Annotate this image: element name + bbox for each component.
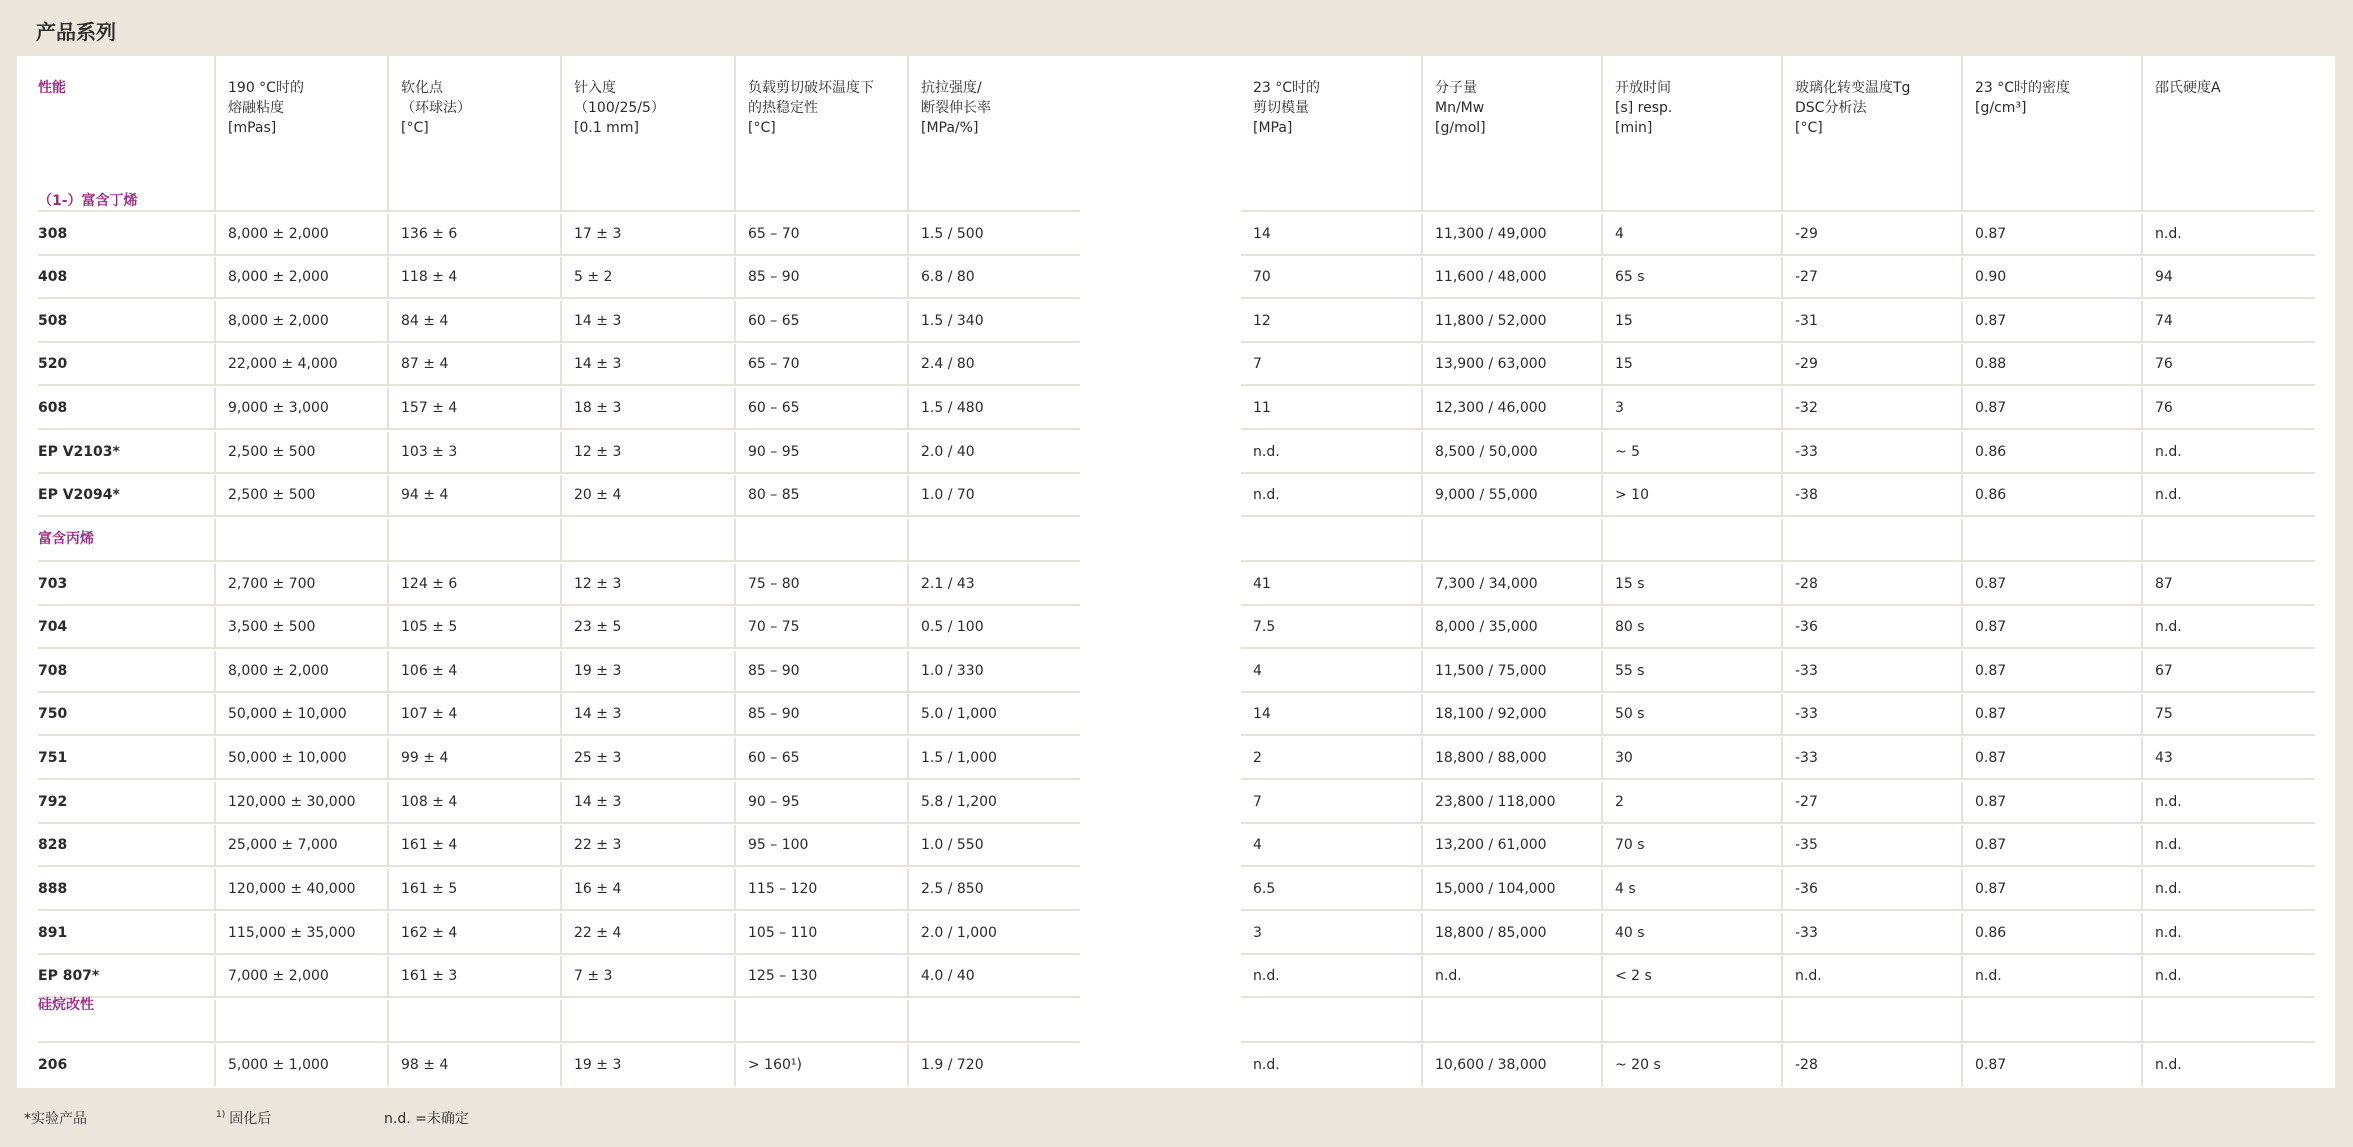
table-cell: 55 s: [1601, 651, 1781, 693]
table-cell: 3,500 ± 500: [214, 607, 387, 649]
table-cell: n.d.: [2141, 475, 2315, 517]
table-cell: 106 ± 4: [387, 651, 560, 693]
table-cell: 6.5: [1241, 869, 1421, 911]
table-cell: 105 ± 5: [387, 607, 560, 649]
table-cell: 7: [1241, 344, 1421, 386]
table-cell: 4: [1601, 214, 1781, 256]
table-cell: 13,900 / 63,000: [1421, 344, 1601, 386]
section-spacer: [560, 1000, 734, 1043]
table-cell: 18,800 / 85,000: [1421, 913, 1601, 955]
column-header: 软化点 （环球法） [°C]: [387, 56, 560, 212]
table-cell: 70 – 75: [734, 607, 907, 649]
section-spacer: [1241, 1000, 1421, 1043]
table-cell: 0.86: [1961, 432, 2141, 474]
table-cell: 70 s: [1601, 825, 1781, 867]
table-cell: 1.0 / 330: [907, 651, 1080, 693]
table-cell: 5.8 / 1,200: [907, 782, 1080, 824]
table-cell: 16 ± 4: [560, 869, 734, 911]
table-cell: 8,500 / 50,000: [1421, 432, 1601, 474]
column-header: 开放时间 [s] resp. [min]: [1601, 56, 1781, 212]
table-cell: 65 – 70: [734, 214, 907, 256]
table-cell: 157 ± 4: [387, 388, 560, 430]
section-spacer: [1241, 519, 1421, 562]
table-cell: 14 ± 3: [560, 301, 734, 343]
table-cell: n.d.: [1253, 1057, 1280, 1074]
table-cell: 1.5 / 340: [907, 301, 1080, 343]
table-cell: 18 ± 3: [560, 388, 734, 430]
footnote-nd: n.d. =未确定: [384, 1111, 469, 1127]
table-cell: n.d.: [2141, 913, 2315, 955]
table-cell: -35: [1781, 825, 1961, 867]
product-name: 792: [38, 782, 214, 824]
table-cell: 9,000 / 55,000: [1421, 475, 1601, 517]
table-cell: 65 – 70: [734, 344, 907, 386]
table-cell: 90 – 95: [734, 782, 907, 824]
table-cell: 22,000 ± 4,000: [214, 344, 387, 386]
table-cell: n.d.: [2141, 825, 2315, 867]
table-cell: 14 ± 3: [560, 782, 734, 824]
product-name: EP V2103*: [38, 432, 214, 474]
table-cell: 4: [1241, 651, 1421, 693]
table-cell: 18,100 / 92,000: [1421, 694, 1601, 736]
table-cell: n.d.: [2141, 1044, 2315, 1086]
product-name: EP V2094*: [38, 475, 214, 517]
footnote-mark: 1): [216, 1110, 226, 1121]
table-cell: 161 ± 3: [387, 956, 560, 998]
section-spacer: [1961, 1000, 2141, 1043]
table-cell: 87: [2141, 564, 2315, 606]
table-cell: 22 ± 3: [560, 825, 734, 867]
table-cell: -27: [1781, 782, 1961, 824]
table-cell: n.d.: [1421, 956, 1601, 998]
table-cell: 5.0 / 1,000: [907, 694, 1080, 736]
table-cell: 0.87: [1961, 607, 2141, 649]
table-cell: 65 s: [1601, 257, 1781, 299]
table-left-half: [38, 56, 1096, 1088]
table-cell: 1.5 / 480: [907, 388, 1080, 430]
table-cell: -36: [1781, 607, 1961, 649]
footnote-cured: [216, 1108, 271, 1128]
table-cell: 14 ± 3: [560, 694, 734, 736]
table-cell: 8,000 / 35,000: [1421, 607, 1601, 649]
table-cell: 1.5 / 500: [907, 214, 1080, 256]
table-cell: 105 – 110: [734, 913, 907, 955]
table-cell: 11,500 / 75,000: [1421, 651, 1601, 693]
table-cell: 23 ± 5: [560, 607, 734, 649]
section-spacer: [734, 1000, 907, 1043]
table-cell: 115,000 ± 35,000: [214, 913, 387, 955]
table-cell: 5,000 ± 1,000: [214, 1044, 387, 1086]
section-spacer: [387, 1000, 560, 1043]
section-label-butene: （1-）富含丁烯: [38, 193, 138, 209]
table-cell: > 160¹): [734, 1044, 907, 1086]
table-cell: n.d.: [2141, 782, 2315, 824]
column-header: 性能: [38, 56, 214, 212]
table-cell: -33: [1781, 694, 1961, 736]
column-header: 23 °C时的 剪切模量 [MPa]: [1241, 56, 1421, 212]
page-title: 产品系列: [36, 20, 116, 44]
table-cell: 0.87: [1961, 1044, 2141, 1086]
section-spacer: [734, 519, 907, 562]
table-cell: 103 ± 3: [387, 432, 560, 474]
table-cell: 161 ± 5: [387, 869, 560, 911]
column-header: 邵氏硬度A: [2141, 56, 2315, 212]
table-cell: 2,500 ± 500: [214, 432, 387, 474]
table-cell: 12,300 / 46,000: [1421, 388, 1601, 430]
table-cell: 5 ± 2: [560, 257, 734, 299]
table-cell: 15: [1601, 301, 1781, 343]
footnote-cured-text: 固化后: [229, 1111, 272, 1127]
table-cell: < 2 s: [1601, 956, 1781, 998]
table-cell: 30: [1601, 738, 1781, 780]
table-cell: 60 – 65: [734, 301, 907, 343]
product-name: 206: [38, 1057, 68, 1074]
table-cell: 60 – 65: [734, 388, 907, 430]
section-spacer: [1961, 519, 2141, 562]
table-cell: 2,700 ± 700: [214, 564, 387, 606]
table-cell: 4.0 / 40: [907, 956, 1080, 998]
table-cell: 18,800 / 88,000: [1421, 738, 1601, 780]
table-cell: 2,500 ± 500: [214, 475, 387, 517]
table-cell: 84 ± 4: [387, 301, 560, 343]
table-cell: 11,300 / 49,000: [1421, 214, 1601, 256]
section-spacer: [560, 519, 734, 562]
table-cell: -29: [1781, 344, 1961, 386]
table-cell: n.d.: [2141, 432, 2315, 474]
table-cell: 3: [1601, 388, 1781, 430]
section-spacer: [1781, 1000, 1961, 1043]
table-cell: 87 ± 4: [387, 344, 560, 386]
section-spacer: [1601, 519, 1781, 562]
table-cell: 0.90: [1961, 257, 2141, 299]
table-cell: -33: [1781, 913, 1961, 955]
table-cell: 23,800 / 118,000: [1421, 782, 1601, 824]
section-spacer: [907, 519, 1080, 562]
table-cell: 0.87: [1961, 694, 2141, 736]
table-cell: 2.1 / 43: [907, 564, 1080, 606]
table-cell: n.d.: [1781, 956, 1961, 998]
column-header: 针入度 （100/25/5） [0.1 mm]: [560, 56, 734, 212]
product-name: 751: [38, 738, 214, 780]
table-cell: 85 – 90: [734, 651, 907, 693]
table-cell: 11,600 / 48,000: [1421, 257, 1601, 299]
table-cell: 94: [2141, 257, 2315, 299]
table-cell: 17 ± 3: [560, 214, 734, 256]
table-cell: 2.5 / 850: [907, 869, 1080, 911]
table-cell: 120,000 ± 30,000: [214, 782, 387, 824]
section-spacer: [214, 519, 387, 562]
table-cell: 80 – 85: [734, 475, 907, 517]
table-cell: 7 ± 3: [560, 956, 734, 998]
table-cell: 75 – 80: [734, 564, 907, 606]
product-name: 608: [38, 388, 214, 430]
section-spacer: [2141, 1000, 2315, 1043]
table-cell: 85 – 90: [734, 694, 907, 736]
table-cell: 7: [1241, 782, 1421, 824]
table-cell: 9,000 ± 3,000: [214, 388, 387, 430]
table-cell: -33: [1781, 738, 1961, 780]
section-spacer: [2141, 519, 2315, 562]
table-cell: 8,000 ± 2,000: [214, 301, 387, 343]
table-cell: ~ 5: [1601, 432, 1781, 474]
table-cell: 0.87: [1961, 825, 2141, 867]
table-cell: 0.87: [1961, 564, 2141, 606]
table-cell: n.d.: [1961, 956, 2141, 998]
section-spacer: [214, 1000, 387, 1043]
product-name: 828: [38, 825, 214, 867]
table-cell: 94 ± 4: [387, 475, 560, 517]
footnote-experimental: *实验产品: [24, 1111, 87, 1127]
table-cell: 41: [1241, 564, 1421, 606]
table-cell: 13,200 / 61,000: [1421, 825, 1601, 867]
table-cell: 10,600 / 38,000: [1421, 1044, 1601, 1086]
table-cell: -27: [1781, 257, 1961, 299]
table-cell: n.d.: [1241, 432, 1421, 474]
table-cell: 7,300 / 34,000: [1421, 564, 1601, 606]
table-cell: 162 ± 4: [387, 913, 560, 955]
table-cell: 1.5 / 1,000: [907, 738, 1080, 780]
table-cell: 15,000 / 104,000: [1421, 869, 1601, 911]
product-name: 508: [38, 301, 214, 343]
table-cell: 76: [2141, 388, 2315, 430]
table-cell: 80 s: [1601, 607, 1781, 649]
table-cell: 0.87: [1961, 869, 2141, 911]
column-header: 190 °C时的 熔融粘度 [mPas]: [214, 56, 387, 212]
table-cell: -29: [1781, 214, 1961, 256]
table-cell: 1.0 / 70: [907, 475, 1080, 517]
product-name: 750: [38, 694, 214, 736]
column-header: 23 °C时的密度 [g/cm³]: [1961, 56, 2141, 212]
table-cell: 0.87: [1961, 388, 2141, 430]
table-cell: n.d.: [1241, 956, 1421, 998]
table-cell: 7,000 ± 2,000: [214, 956, 387, 998]
product-name: EP 807*: [38, 956, 214, 998]
section-spacer: [1421, 1000, 1601, 1043]
table-cell: 0.88: [1961, 344, 2141, 386]
table-cell: 70: [1241, 257, 1421, 299]
column-header: 抗拉强度/ 断裂伸长率 [MPa/%]: [907, 56, 1080, 212]
table-cell: 0.86: [1961, 475, 2141, 517]
table-cell: 25,000 ± 7,000: [214, 825, 387, 867]
table-cell: 50,000 ± 10,000: [214, 738, 387, 780]
table-cell: 3: [1241, 913, 1421, 955]
table-cell: 22 ± 4: [560, 913, 734, 955]
table-cell: 75: [2141, 694, 2315, 736]
product-name: 888: [38, 869, 214, 911]
table-cell: 4: [1241, 825, 1421, 867]
table-cell: 8,000 ± 2,000: [214, 651, 387, 693]
table-cell: 0.5 / 100: [907, 607, 1080, 649]
table-cell: -31: [1781, 301, 1961, 343]
table-cell: 12 ± 3: [560, 432, 734, 474]
table-cell: 107 ± 4: [387, 694, 560, 736]
section-spacer: [1781, 519, 1961, 562]
table-cell: 8,000 ± 2,000: [214, 257, 387, 299]
table-cell: 0.86: [1961, 913, 2141, 955]
table-cell: 85 – 90: [734, 257, 907, 299]
table-cell: 25 ± 3: [560, 738, 734, 780]
table-cell: 76: [2141, 344, 2315, 386]
table-cell: 124 ± 6: [387, 564, 560, 606]
section-label-silane: 硅烷改性: [38, 997, 94, 1013]
column-header: 分子量 Mn/Mw [g/mol]: [1421, 56, 1601, 212]
table-cell: -28: [1781, 564, 1961, 606]
table-cell: 15 s: [1601, 564, 1781, 606]
table-cell: -33: [1781, 651, 1961, 693]
table-cell: 50 s: [1601, 694, 1781, 736]
table-cell: 19 ± 3: [560, 651, 734, 693]
table-cell: -32: [1781, 388, 1961, 430]
section-spacer: [907, 1000, 1080, 1043]
section-spacer: [1601, 1000, 1781, 1043]
product-name: 891: [38, 913, 214, 955]
table-cell: -28: [1781, 1044, 1961, 1086]
table-cell: 0.87: [1961, 214, 2141, 256]
section-label-propene: 富含丙烯: [38, 531, 94, 547]
table-cell: 7.5: [1241, 607, 1421, 649]
table-cell: 1.9 / 720: [907, 1044, 1080, 1086]
table-cell: 136 ± 6: [387, 214, 560, 256]
table-cell: 99 ± 4: [387, 738, 560, 780]
table-cell: 67: [2141, 651, 2315, 693]
table-cell: 43: [2141, 738, 2315, 780]
table-cell: 40 s: [1601, 913, 1781, 955]
table-cell: 125 – 130: [734, 956, 907, 998]
table-cell: 4 s: [1601, 869, 1781, 911]
table-cell: 118 ± 4: [387, 257, 560, 299]
table-cell: > 10: [1601, 475, 1781, 517]
table-cell: 161 ± 4: [387, 825, 560, 867]
product-name: 703: [38, 564, 214, 606]
table-cell: 2: [1601, 782, 1781, 824]
table-cell: 2.0 / 40: [907, 432, 1080, 474]
table-cell: 6.8 / 80: [907, 257, 1080, 299]
product-name: 708: [38, 651, 214, 693]
table-cell: 90 – 95: [734, 432, 907, 474]
table-cell: 14 ± 3: [560, 344, 734, 386]
table-cell: 120,000 ± 40,000: [214, 869, 387, 911]
table-cell: n.d.: [2141, 214, 2315, 256]
column-header: 玻璃化转变温度Tg DSC分析法 [°C]: [1781, 56, 1961, 212]
table-cell: 98 ± 4: [387, 1044, 560, 1086]
section-spacer: [387, 519, 560, 562]
table-cell: 11,800 / 52,000: [1421, 301, 1601, 343]
table-cell: -33: [1781, 432, 1961, 474]
table-cell: 2.4 / 80: [907, 344, 1080, 386]
table-cell: 14: [1241, 214, 1421, 256]
table-cell: 20 ± 4: [560, 475, 734, 517]
table-cell: 0.87: [1961, 782, 2141, 824]
table-cell: 115 – 120: [734, 869, 907, 911]
table-cell: 0.87: [1961, 651, 2141, 693]
table-cell: n.d.: [1241, 475, 1421, 517]
table-cell: 15: [1601, 344, 1781, 386]
table-cell: -38: [1781, 475, 1961, 517]
table-cell: 12 ± 3: [560, 564, 734, 606]
table-cell: 95 – 100: [734, 825, 907, 867]
column-header: 负载剪切破坏温度下 的热稳定性 [°C]: [734, 56, 907, 212]
table-cell: 0.87: [1961, 738, 2141, 780]
table-cell: 2.0 / 1,000: [907, 913, 1080, 955]
table-cell: 12: [1241, 301, 1421, 343]
table-cell: 60 – 65: [734, 738, 907, 780]
product-name: 520: [38, 344, 214, 386]
table-cell: 0.87: [1961, 301, 2141, 343]
table-cell: 1.0 / 550: [907, 825, 1080, 867]
table-cell: -36: [1781, 869, 1961, 911]
product-name: 704: [38, 607, 214, 649]
table-cell: n.d.: [2141, 956, 2315, 998]
table-cell: ~ 20 s: [1601, 1044, 1781, 1086]
product-table-panel: [17, 56, 2335, 1088]
section-spacer: [1421, 519, 1601, 562]
table-cell: 50,000 ± 10,000: [214, 694, 387, 736]
table-cell: 14: [1241, 694, 1421, 736]
table-cell: 108 ± 4: [387, 782, 560, 824]
table-cell: n.d.: [2141, 607, 2315, 649]
table-right-half: [1241, 56, 2335, 1088]
product-name: 308: [38, 214, 214, 256]
table-cell: 8,000 ± 2,000: [214, 214, 387, 256]
table-cell: 19 ± 3: [560, 1044, 734, 1086]
table-cell: 2: [1241, 738, 1421, 780]
table-cell: 11: [1241, 388, 1421, 430]
table-cell: 74: [2141, 301, 2315, 343]
table-cell: n.d.: [2141, 869, 2315, 911]
product-name: 408: [38, 257, 214, 299]
